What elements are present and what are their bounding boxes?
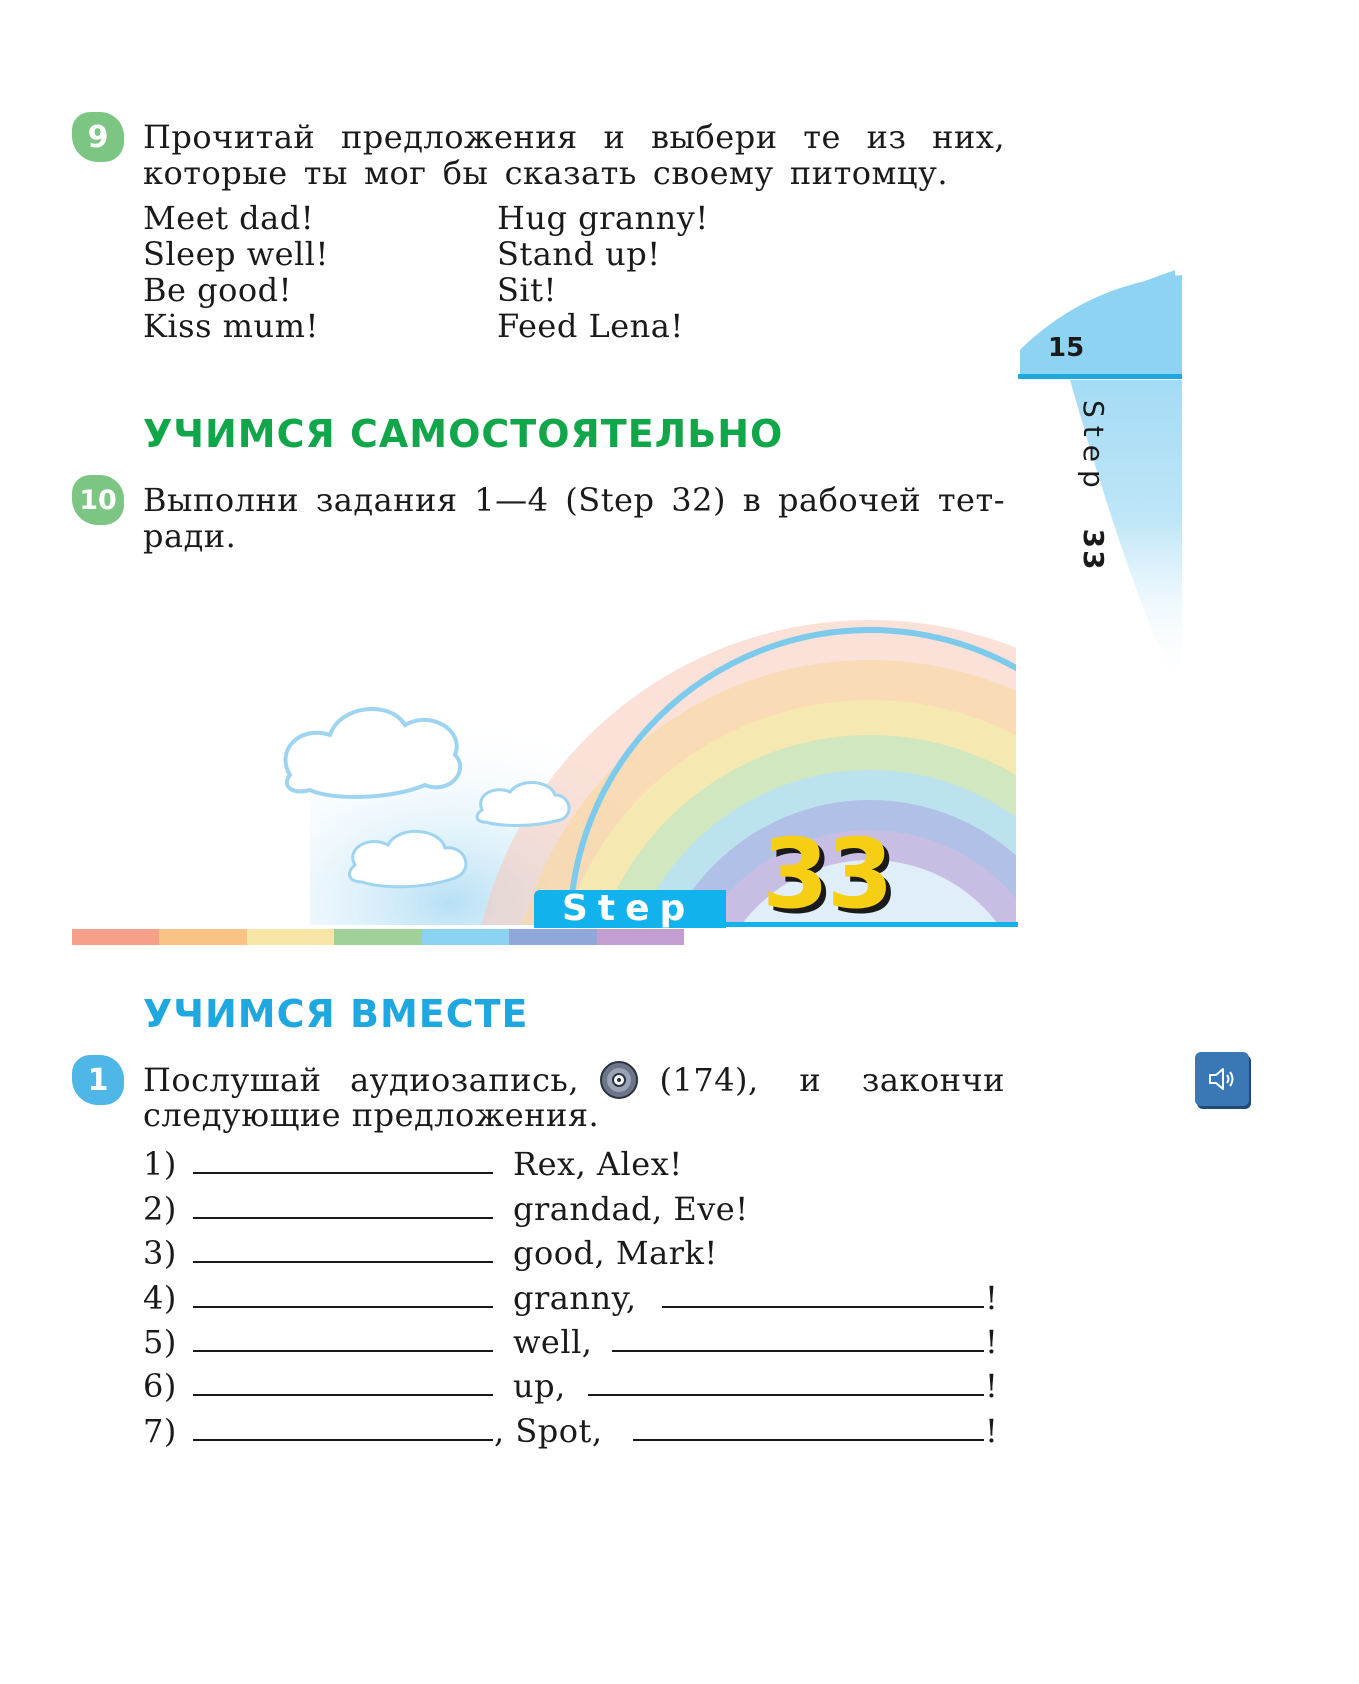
step-label: Step [562, 888, 696, 929]
rainbow-color-strip [72, 929, 684, 945]
exercise-10-instruction-line2: ради. [143, 517, 237, 555]
rainbow-banner-illustration [270, 600, 1020, 935]
item-text: up, [513, 1367, 566, 1405]
speaker-icon [1207, 1066, 1237, 1092]
item-number: 1) [143, 1145, 177, 1183]
item-text: well, [513, 1323, 593, 1361]
instruction-part-b: (174), и закончи [659, 1061, 1005, 1099]
item-text: grandad, Eve! [513, 1190, 749, 1228]
item-end: ! [985, 1323, 999, 1361]
exercise-9-instruction-line1: Прочитай предложения и выбери те из них, [143, 118, 1005, 156]
sidebar-rule [1018, 374, 1182, 379]
phrase-item: Sit! [497, 271, 557, 309]
phrase-item: Be good! [143, 271, 292, 309]
item-end: ! [985, 1412, 999, 1450]
answer-blank[interactable] [193, 1350, 493, 1352]
audio-disc-icon[interactable] [599, 1060, 639, 1100]
exercise-1-instruction-line1 [143, 1060, 1005, 1100]
item-number: 6) [143, 1367, 177, 1405]
answer-blank-second[interactable] [588, 1394, 984, 1396]
sidebar-step-word: Step [1077, 400, 1110, 496]
item-text: good, Mark! [513, 1234, 718, 1272]
exercise-9-badge: 9 [72, 112, 124, 162]
answer-blank-second[interactable] [633, 1439, 984, 1441]
item-number: 2) [143, 1190, 177, 1228]
exercise-1-instruction-line2: следующие предложения. [143, 1096, 600, 1134]
answer-blank[interactable] [193, 1217, 493, 1219]
answer-blank[interactable] [193, 1261, 493, 1263]
phrase-item: Sleep well! [143, 235, 329, 273]
item-number: 5) [143, 1323, 177, 1361]
item-text: granny, [513, 1279, 637, 1317]
phrase-item: Kiss mum! [143, 307, 319, 345]
exercise-9-instruction-line2: которые ты мог бы сказать своему питомцу. [143, 154, 948, 192]
item-end: ! [985, 1367, 999, 1405]
phrase-item: Feed Lena! [497, 307, 684, 345]
answer-blank-second[interactable] [662, 1306, 984, 1308]
exercise-10-instruction-line1: Выполни задания 1—4 (Step 32) в рабочей тет- [143, 481, 1005, 519]
answer-blank[interactable] [193, 1306, 493, 1308]
step-label-box [534, 890, 726, 928]
instruction-part-a: Послушай аудиозапись, [143, 1061, 579, 1099]
item-number: 7) [143, 1412, 177, 1450]
phrase-item: Stand up! [497, 235, 661, 273]
item-number: 3) [143, 1234, 177, 1272]
answer-blank-second[interactable] [612, 1350, 984, 1352]
phrase-list-right [497, 200, 709, 344]
phrase-item: Meet dad! [143, 199, 315, 237]
exercise-1-badge: 1 [72, 1055, 124, 1105]
audio-play-button[interactable] [1195, 1052, 1249, 1106]
item-end: ! [985, 1279, 999, 1317]
sidebar-step-label [1077, 400, 1110, 572]
step-number-large: 33 [762, 818, 892, 930]
item-number: 4) [143, 1279, 177, 1317]
phrase-item: Hug granny! [497, 199, 709, 237]
section-heading-independent: УЧИМСЯ САМОСТОЯТЕЛЬНО [143, 412, 784, 456]
item-text: Rex, Alex! [513, 1145, 683, 1183]
answer-blank[interactable] [193, 1439, 493, 1441]
phrase-list-left [143, 200, 329, 344]
exercise-10-badge: 10 [72, 475, 124, 525]
answer-blank[interactable] [193, 1394, 493, 1396]
page-number: 15 [1048, 333, 1085, 363]
section-heading-together: УЧИМСЯ ВМЕСТЕ [143, 992, 529, 1036]
answer-blank[interactable] [193, 1172, 493, 1174]
item-text: , Spot, [494, 1412, 603, 1450]
sidebar-step-number: 33 [1077, 528, 1110, 572]
